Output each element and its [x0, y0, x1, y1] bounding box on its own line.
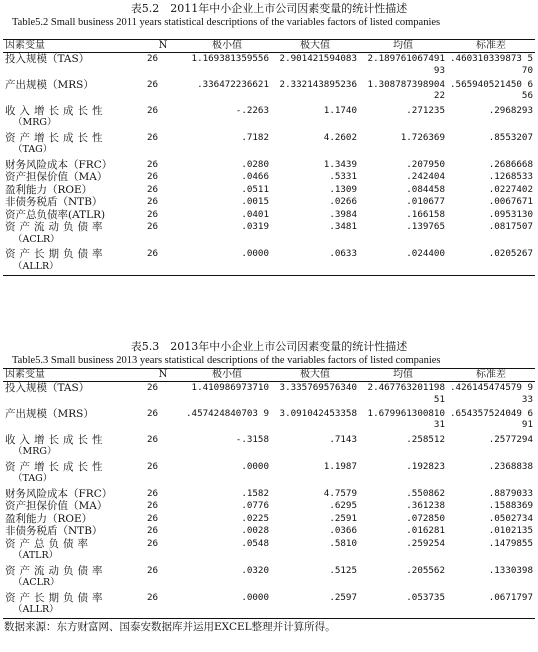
cell-mean: .361238: [406, 500, 445, 511]
cell-n: 26: [147, 104, 159, 116]
table-row: [3, 79, 535, 105]
header-std: 标准差: [447, 369, 535, 382]
variable-name: 资产流动负债率: [5, 564, 107, 577]
cell-max: .0366: [329, 525, 357, 536]
cell-std: .2368838: [488, 460, 533, 472]
header-min: 极小值: [183, 369, 271, 382]
cell-n: 26: [147, 382, 159, 393]
cell-std: .565940521450 656: [450, 78, 533, 101]
table2-header-row: [3, 369, 535, 382]
variable-name: 产出规模（MRS）: [5, 78, 94, 91]
table-row: [3, 105, 535, 132]
variable-name: 资产增长成长性: [5, 460, 107, 473]
table2-block: [0, 340, 538, 634]
cell-mean: 1.679961300810 31: [367, 407, 445, 430]
variable-name: 财务风险成本（FRC）: [5, 158, 113, 171]
cell-max: .5810: [329, 537, 357, 549]
cell-max: .1309: [329, 183, 357, 195]
variable-name: 资产长期负债率: [5, 248, 107, 260]
cell-mean: .072850: [406, 512, 445, 524]
cell-variable: [3, 105, 143, 132]
cell-std: .0067671: [488, 196, 533, 207]
cell-min: .0280: [241, 158, 269, 170]
table1-block: [0, 2, 538, 276]
variable-name: 产出规模（MRS）: [5, 407, 94, 420]
cell-mean: .024400: [359, 248, 447, 275]
cell-max: .2591: [329, 512, 357, 524]
cell-variable: [3, 513, 143, 526]
header-std: 标准差: [447, 40, 535, 53]
cell-n: 26: [147, 433, 159, 445]
cell-min: 1.169381359556: [191, 53, 269, 64]
variable-name: 收入增长成长性: [5, 433, 107, 446]
table-row: [3, 500, 535, 513]
cell-variable: [3, 248, 143, 275]
cell-variable: [3, 159, 143, 172]
cell-variable: [3, 408, 143, 434]
cell-variable: [3, 461, 143, 488]
cell-std: .0102135: [488, 525, 533, 536]
cell-min: .0225: [241, 512, 269, 524]
cell-n: 26: [143, 248, 183, 275]
cell-min: .336472236621: [197, 78, 269, 90]
table1-body: [3, 53, 535, 276]
cell-min: .0000: [241, 460, 269, 472]
table1: [3, 39, 535, 276]
cell-std: .1479855: [488, 537, 533, 549]
table-row: [3, 196, 535, 209]
table-row: [3, 382, 535, 408]
cell-min: .0000: [183, 592, 271, 619]
table2: [3, 368, 535, 619]
cell-max: .0266: [329, 196, 357, 207]
cell-std: .0227402: [488, 183, 533, 195]
cell-std: .8553207: [488, 131, 533, 143]
cell-variable: [3, 500, 143, 513]
cell-n: 26: [147, 500, 159, 511]
table-row: [3, 408, 535, 434]
cell-min: .0548: [241, 537, 269, 549]
cell-min: -.3158: [235, 433, 269, 445]
cell-mean: .053735: [359, 592, 447, 619]
cell-n: 26: [147, 78, 159, 90]
cell-min: .0776: [241, 500, 269, 511]
cell-mean: .010677: [406, 196, 445, 207]
variable-abbr: （TAG）: [13, 473, 53, 484]
header-variable: 因素变量: [3, 369, 143, 382]
cell-min: .0466: [241, 171, 269, 182]
cell-variable: [3, 79, 143, 105]
cell-min: .7182: [241, 131, 269, 143]
variable-name: 投入规模（TAS）: [5, 53, 90, 65]
cell-min: 1.410986973710: [191, 382, 269, 393]
cell-n: 26: [147, 171, 159, 182]
cell-max: .3481: [329, 221, 357, 232]
variable-name: 资产增长成长性: [5, 131, 107, 144]
cell-variable: [3, 209, 143, 222]
cell-n: 26: [147, 460, 159, 472]
cell-variable: [3, 565, 143, 592]
cell-mean: .192823: [406, 460, 445, 472]
cell-min: .0401: [241, 208, 269, 220]
cell-min: .1582: [241, 487, 269, 499]
cell-min: .0319: [241, 221, 269, 232]
variable-name: 投入规模（TAS）: [5, 382, 90, 394]
cell-mean: .084458: [406, 183, 445, 195]
cell-variable: [3, 184, 143, 197]
cell-mean: .207950: [406, 158, 445, 170]
cell-mean: .271235: [406, 104, 445, 116]
cell-min: .0015: [241, 196, 269, 207]
variable-abbr: （MRG）: [13, 117, 57, 128]
variable-name: 资产总负债率(ATLR): [5, 208, 106, 221]
cell-max: 4.7579: [323, 487, 357, 499]
cell-min: .0511: [241, 183, 269, 195]
variable-abbr: （ACLR）: [13, 233, 60, 245]
cell-std: .2686668: [488, 158, 533, 170]
cell-mean: 1.308787398904 22: [367, 78, 445, 101]
cell-std: .0953130: [488, 208, 533, 220]
cell-mean: .139765: [406, 221, 445, 232]
cell-min: .457424840703 9: [186, 407, 269, 419]
variable-name: 资产担保价值（MA）: [5, 500, 108, 512]
table2-title-en: Table5.3 Small business 2013 years statistical descriptions of the variables factors of listed companies: [12, 355, 441, 366]
cell-max: 1.1740: [323, 104, 357, 116]
variable-name: 非债务税盾（NTB）: [5, 525, 103, 537]
cell-variable: [3, 221, 143, 248]
table-row: [3, 209, 535, 222]
cell-mean: .242404: [406, 171, 445, 182]
cell-max: 3.335769576340: [279, 382, 357, 393]
cell-n: 26: [147, 525, 159, 536]
table1-title-en: Table5.2 Small business 2011 years statistical descriptions of the variables factors of listed companies: [12, 17, 441, 28]
cell-n: 26: [147, 183, 159, 195]
variable-abbr: （TAG）: [13, 144, 53, 155]
variable-name: 资产长期负债率: [5, 591, 107, 604]
variable-name: 资产担保价值（MA）: [5, 171, 108, 183]
header-min: 极小值: [183, 40, 271, 53]
cell-std: .0817507: [488, 221, 533, 232]
cell-n: 26: [147, 407, 159, 419]
header-mean: 均值: [359, 40, 447, 53]
variable-abbr: （ACLR）: [13, 577, 60, 588]
table2-title: 表5.3 2013年中小企业上市公司因素变量的统计性描述: [130, 340, 408, 353]
cell-n: 26: [147, 512, 159, 524]
cell-variable: [3, 488, 143, 501]
variable-abbr: （MRG）: [13, 446, 57, 457]
cell-std: .0502734: [488, 512, 533, 524]
table1-title: 表5.2 2011年中小企业上市公司因素变量的统计性描述: [130, 2, 408, 15]
variable-name: 盈利能力（ROE）: [5, 512, 93, 525]
header-max: 极大值: [271, 40, 359, 53]
variable-name: 资产总负债率: [5, 537, 92, 550]
cell-n: 26: [147, 158, 159, 170]
cell-std: .2968293: [488, 104, 533, 116]
cell-n: 26: [147, 131, 159, 143]
cell-std: .426145474579 933: [450, 382, 533, 405]
cell-std: .8879033: [488, 487, 533, 499]
table-row: [3, 221, 535, 248]
cell-n: 26: [147, 564, 159, 576]
table-row: [3, 434, 535, 461]
table-row: [3, 132, 535, 159]
table-row: [3, 525, 535, 538]
table-row: [3, 171, 535, 184]
cell-std: .1268533: [488, 171, 533, 182]
cell-mean: .259254: [406, 537, 445, 549]
table-row: [3, 461, 535, 488]
table-row: [3, 513, 535, 526]
table-row: [3, 53, 535, 79]
table-row: [3, 248, 535, 275]
cell-std: .654357524049 691: [450, 407, 533, 430]
table1-header-row: [3, 40, 535, 53]
cell-n: 26: [147, 196, 159, 207]
header-variable: 因素变量: [3, 40, 143, 53]
variable-name: 收入增长成长性: [5, 104, 107, 117]
cell-mean: .166158: [406, 208, 445, 220]
header-max: 极大值: [271, 369, 359, 382]
cell-max: .0633: [271, 248, 359, 275]
cell-variable: [3, 171, 143, 184]
table2-body: [3, 382, 535, 619]
cell-std: .1588369: [488, 500, 533, 511]
cell-min: .0028: [241, 525, 269, 536]
variable-abbr: （ALLR）: [13, 260, 59, 272]
cell-variable: [3, 132, 143, 159]
table-row: [3, 159, 535, 172]
cell-variable: [3, 538, 143, 565]
cell-mean: .550862: [406, 487, 445, 499]
cell-variable: [3, 53, 143, 79]
header-n: N: [143, 369, 183, 382]
cell-n: 26: [147, 537, 159, 549]
variable-abbr: （ALLR）: [13, 604, 59, 615]
cell-std: .1330398: [488, 564, 533, 576]
cell-variable: [3, 525, 143, 538]
table-row: [3, 592, 535, 619]
cell-min: .0000: [183, 248, 271, 275]
variable-name: 盈利能力（ROE）: [5, 183, 93, 196]
cell-n: 26: [147, 221, 159, 232]
cell-min: -.2263: [235, 104, 269, 116]
cell-mean: .016281: [406, 525, 445, 536]
variable-abbr: （ATLR）: [13, 550, 59, 561]
cell-n: 26: [147, 208, 159, 220]
cell-min: .0320: [241, 564, 269, 576]
data-source-note: 数据来源：东方财富网、国泰安数据库并运用EXCEL整理并计算所得。: [4, 621, 336, 633]
variable-name: 资产流动负债率: [5, 221, 107, 233]
cell-variable: [3, 196, 143, 209]
header-n: N: [143, 40, 183, 53]
cell-std: .0671797: [447, 592, 535, 619]
cell-max: .6295: [329, 500, 357, 511]
table-row: [3, 565, 535, 592]
cell-mean: 2.467763201198 51: [367, 382, 445, 405]
table-row: [3, 488, 535, 501]
cell-max: 1.1987: [323, 460, 357, 472]
cell-n: 26: [147, 487, 159, 499]
cell-max: 1.3439: [323, 158, 357, 170]
cell-n: 26: [143, 592, 183, 619]
cell-variable: [3, 434, 143, 461]
cell-max: .2597: [271, 592, 359, 619]
header-mean: 均值: [359, 369, 447, 382]
variable-name: 财务风险成本（FRC）: [5, 487, 113, 500]
cell-max: .5331: [329, 171, 357, 182]
variable-name: 非债务税盾（NTB）: [5, 196, 103, 208]
cell-n: 26: [147, 53, 159, 64]
cell-max: 2.332143895236: [279, 78, 357, 90]
cell-variable: [3, 592, 143, 619]
cell-std: .0205267: [447, 248, 535, 275]
cell-mean: 1.726369: [400, 131, 445, 143]
cell-max: 2.901421594083: [279, 53, 357, 64]
cell-mean: .205562: [406, 564, 445, 576]
cell-max: 3.091042453358: [279, 407, 357, 419]
table-row: [3, 538, 535, 565]
cell-max: .5125: [329, 564, 357, 576]
cell-variable: [3, 382, 143, 408]
cell-std: .2577294: [488, 433, 533, 445]
cell-max: .3984: [329, 208, 357, 220]
cell-mean: .258512: [406, 433, 445, 445]
cell-mean: 2.189761067491 93: [367, 53, 445, 76]
table-row: [3, 184, 535, 197]
cell-max: .7143: [329, 433, 357, 445]
cell-max: 4.2602: [323, 131, 357, 143]
cell-std: .460310339873 570: [450, 53, 533, 76]
